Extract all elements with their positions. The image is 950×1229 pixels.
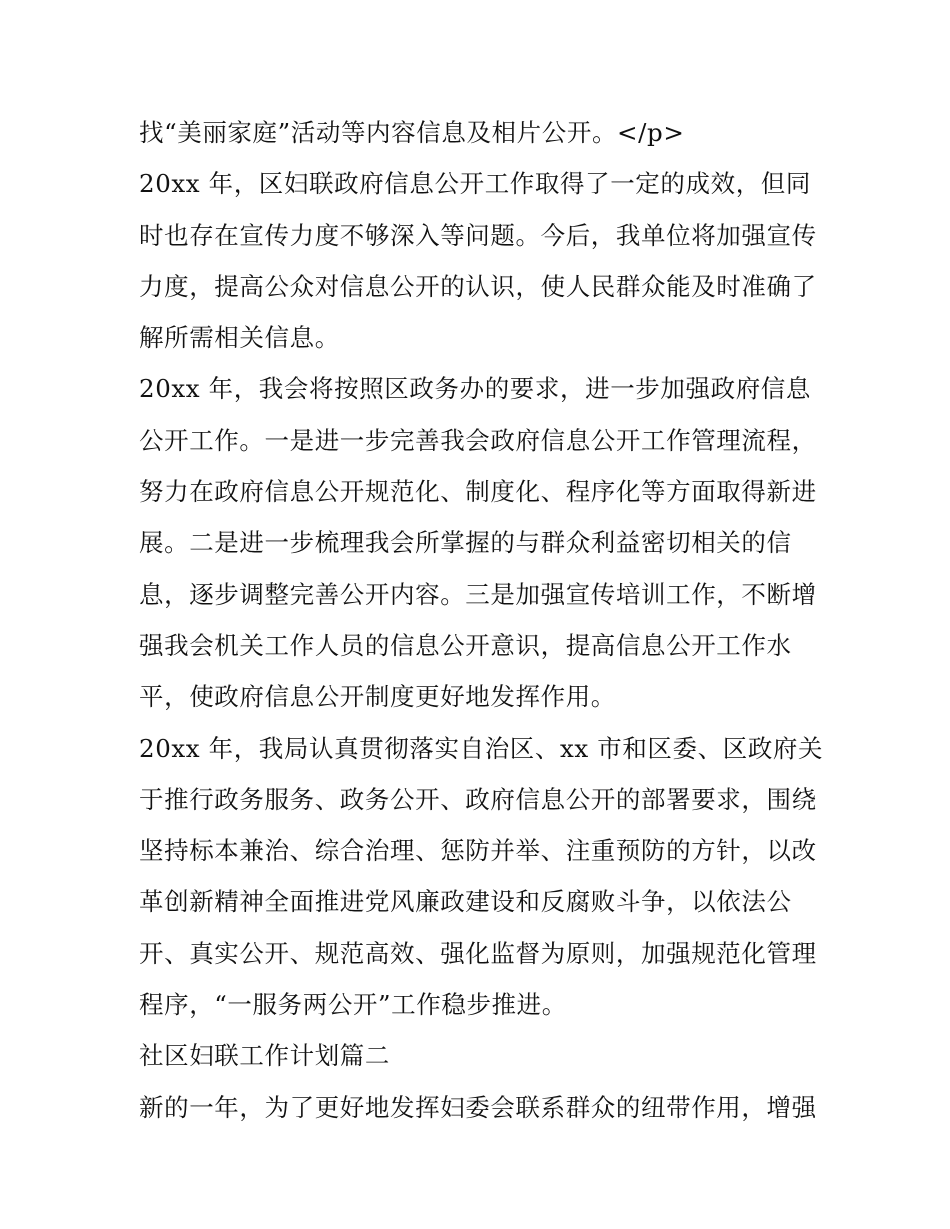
text-line: 平，使政府信息公开制度更好地发挥作用。 xyxy=(139,682,616,712)
text-line: 程序，“一服务两公开”工作稳步推进。 xyxy=(139,990,567,1020)
text-line: 20xx 年，区妇联政府信息公开工作取得了一定的成效，但同 xyxy=(139,169,811,199)
text-line: 时也存在宣传力度不够深入等问题。今后，我单位将加强宣传 xyxy=(139,220,817,250)
text-line: 强我会机关工作人员的信息公开意识，提高信息公开工作水 xyxy=(139,630,792,660)
text-line: 展。二是进一步梳理我会所掌握的与群众利益密切相关的信 xyxy=(139,528,792,558)
text-line: 公开工作。一是进一步完善我会政府信息公开工作管理流程， xyxy=(139,425,817,455)
text-line: 革创新精神全面推进党风廉政建设和反腐败斗争，以依法公 xyxy=(139,887,792,917)
text-line: 解所需相关信息。 xyxy=(139,323,340,353)
text-line: 于推行政务服务、政务公开、政府信息公开的部署要求，围绕 xyxy=(139,784,817,814)
text-line: 息，逐步调整完善公开内容。三是加强宣传培训工作，不断增 xyxy=(139,579,817,609)
text-line: 20xx 年，我局认真贯彻落实自治区、xx 市和区委、区政府关 xyxy=(139,733,824,763)
text-line: 开、真实公开、规范高效、强化监督为原则，加强规范化管理 xyxy=(139,938,817,968)
document-body xyxy=(139,107,824,1133)
text-line: 力度，提高公众对信息公开的认识，使人民群众能及时准确了 xyxy=(139,271,817,301)
text-line: 新的一年，为了更好地发挥妇委会联系群众的纽带作用，增强 xyxy=(139,1092,817,1122)
text-line: 坚持标本兼治、综合治理、惩防并举、注重预防的方针，以改 xyxy=(139,836,817,866)
text-line: 努力在政府信息公开规范化、制度化、程序化等方面取得新进 xyxy=(139,477,817,507)
text-line: 20xx 年，我会将按照区政务办的要求，进一步加强政府信息 xyxy=(139,374,811,404)
section-heading: 社区妇联工作计划篇二 xyxy=(139,1041,390,1071)
text-line: 找“美丽家庭”活动等内容信息及相片公开。</p> xyxy=(139,118,685,147)
